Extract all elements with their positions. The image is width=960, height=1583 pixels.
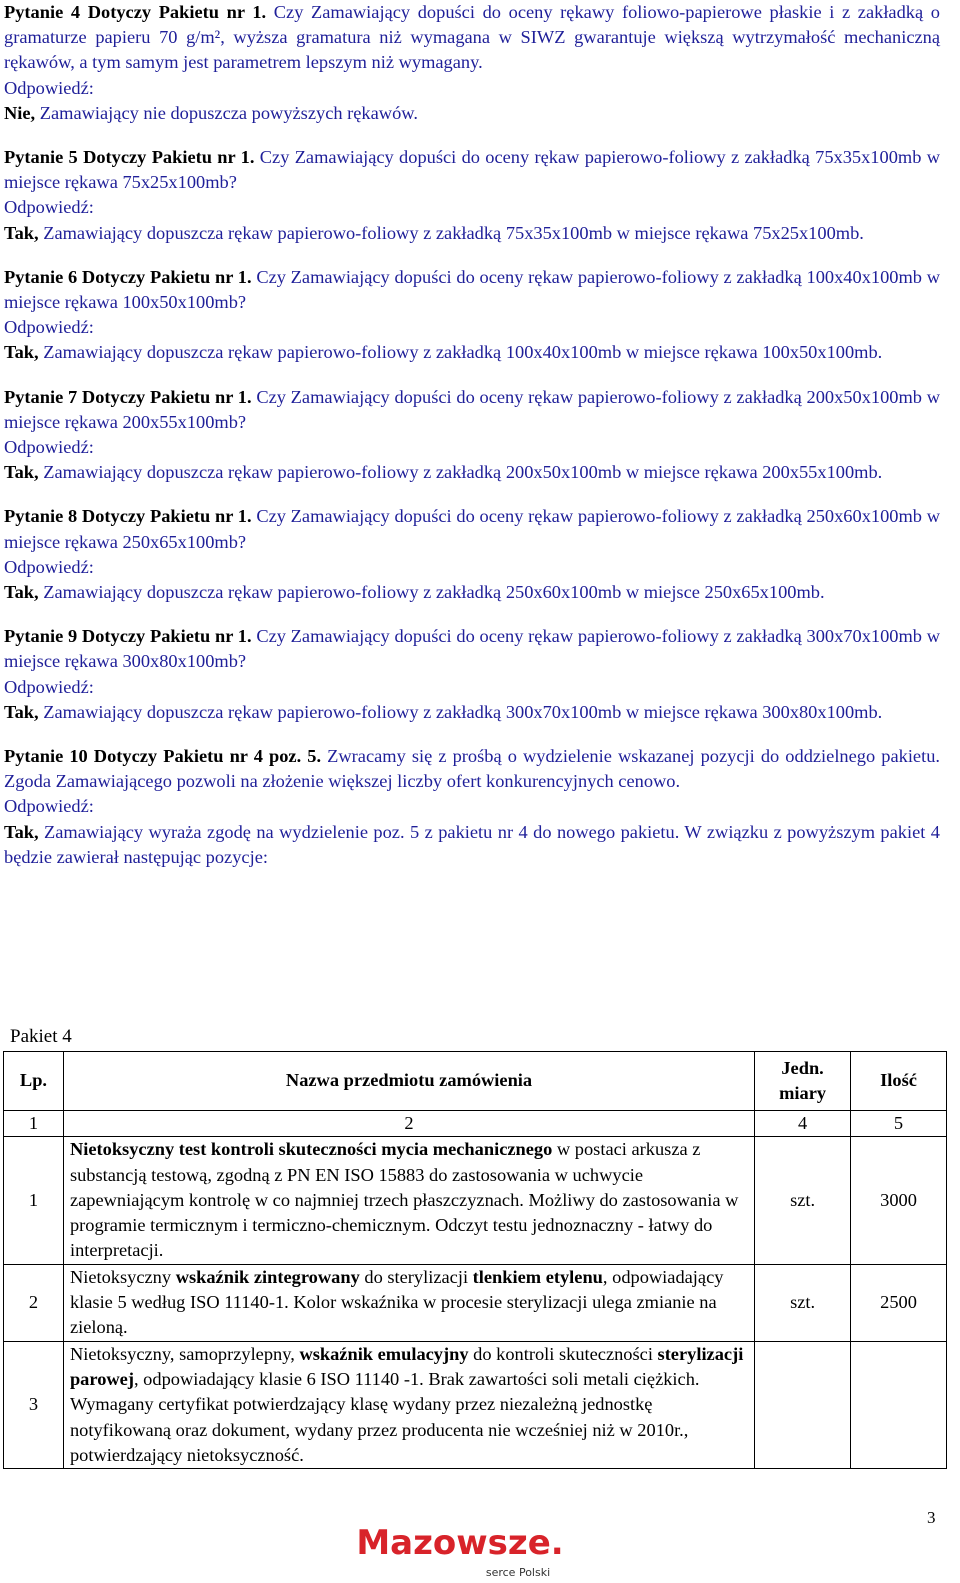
row-description [63, 1264, 754, 1341]
table-row [4, 1341, 947, 1468]
question-5-answer-lead: Tak, [4, 222, 39, 243]
question-7-text: Czy Zamawiający dopuści do oceny rękaw papierowo-foliowy z zakładką 200x50x100mb w miejsce rękawa 200x55x100mb? [4, 386, 940, 432]
question-10-answer-label: Odpowiedź: [4, 796, 94, 817]
header-unit [755, 1052, 851, 1111]
question-9-answer-label: Odpowiedź: [4, 676, 94, 697]
numbering-cell: 5 [851, 1111, 947, 1137]
question-10-answer-lead: Tak, [4, 821, 39, 842]
question-8-text: Czy Zamawiający dopuści do oceny rękaw papierowo-foliowy z zakładką 250x60x100mb w miejsce rękawa 250x65x100mb? [4, 506, 940, 552]
question-5-answer: Zamawiający dopuszcza rękaw papierowo-foliowy z zakładką 75x35x100mb w miejsce rękawa 75x25x100mb. [38, 222, 864, 243]
row-description-segment: wskaźnik zintegrowany [175, 1266, 360, 1287]
document-body [4, 0, 940, 870]
row-description-segment: tlenkiem etylenu [472, 1266, 603, 1287]
question-7-answer-label: Odpowiedź: [4, 437, 94, 458]
question-8 [4, 504, 940, 605]
question-9-text: Czy Zamawiający dopuści do oceny rękaw papierowo-foliowy z zakładką 300x70x100mb w miejsce rękawa 300x80x100mb? [4, 626, 940, 672]
row-description-segment: do sterylizacji [359, 1266, 473, 1287]
numbering-cell: 2 [63, 1111, 754, 1137]
question-6 [4, 265, 940, 366]
row-lp: 1 [4, 1137, 64, 1264]
question-6-answer: Zamawiający dopuszcza rękaw papierowo-foliowy z zakładką 100x40x100mb w miejsce rękawa 100x50x100mb. [38, 342, 883, 363]
row-description-segment: , odpowiadający klasie 6 ISO 11140 -1. Brak zawartości soli metali ciężkich. Wymagany certyfikat potwierdzający klasę wydany przez niezależną jednostkę notyfikowaną oraz dokument, wydany przez producenta nie wcześniej niż w 2010r., potwierdzający nietoksyczność. [69, 1368, 700, 1465]
question-10-text: Zwracamy się z prośbą o wydzielenie wskazanej pozycji do oddzielnego pakietu. Zgoda Zamawiającego pozwoli na złożenie większej liczby ofert konkurencyjnych cenowo. [4, 746, 940, 792]
page-number: 3 [927, 1508, 936, 1527]
header-name: Nazwa przedmiotu zamówienia [63, 1052, 754, 1111]
row-description-segment: Nietoksyczny, samoprzylepny, [69, 1343, 300, 1364]
row-description-segment: Nietoksyczny test kontroli skuteczności mycia mechanicznego [69, 1139, 553, 1160]
row-description-segment: w postaci arkusza z substancją testową, zgodną z PN EN ISO 15883 do zastosowania w uchwycie zapewniającym kontrolę w co najmniej trzech płaszczyznach. Możliwy do zastosowania w programie termicznym i termiczno-chemicznym. Odczyt testu jednoznaczny - łatwy do interpretacji. [69, 1139, 739, 1261]
question-5-answer-label: Odpowiedź: [4, 197, 94, 218]
question-8-answer-label: Odpowiedź: [4, 556, 94, 577]
question-9-answer-lead: Tak, [4, 701, 39, 722]
question-5-lead: Pytanie 5 Dotyczy Pakietu nr 1. [4, 147, 255, 168]
question-10-answer: Zamawiający wyraża zgodę na wydzielenie poz. 5 z pakietu nr 4 do nowego pakietu. W związku z powyższym pakiet 4 będzie zawierał następując pozycje: [4, 821, 940, 867]
question-9-lead: Pytanie 9 Dotyczy Pakietu nr 1. [4, 626, 252, 647]
question-4-answer: Zamawiający nie dopuszcza powyższych rękawów. [35, 102, 418, 123]
row-unit: szt. [755, 1264, 851, 1341]
package-table [3, 1051, 947, 1469]
question-7-answer-lead: Tak, [4, 462, 39, 483]
question-9-answer: Zamawiający dopuszcza rękaw papierowo-foliowy z zakładką 300x70x100mb w miejsce rękawa 300x80x100mb. [38, 701, 883, 722]
question-8-answer-lead: Tak, [4, 582, 39, 603]
logo-wordmark: Mazowsze. [356, 1523, 564, 1563]
row-unit: szt. [755, 1137, 851, 1264]
numbering-cell: 4 [755, 1111, 851, 1137]
row-unit [755, 1341, 851, 1468]
row-qty: 2500 [851, 1264, 947, 1341]
row-qty [851, 1341, 947, 1468]
row-description-segment: do kontroli skuteczności [468, 1343, 658, 1364]
package-title: Pakiet 4 [10, 1026, 72, 1047]
row-description-segment: Nietoksyczny [69, 1266, 176, 1287]
question-10 [4, 744, 940, 870]
question-7 [4, 385, 940, 486]
question-10-lead: Pytanie 10 Dotyczy Pakietu nr 4 poz. 5. [4, 746, 322, 767]
row-lp: 2 [4, 1264, 64, 1341]
header-qty: Ilość [851, 1052, 947, 1111]
header-unit-line2: miary [779, 1083, 827, 1103]
table-header-row [4, 1052, 947, 1111]
row-description [63, 1341, 754, 1468]
row-qty: 3000 [851, 1137, 947, 1264]
question-9 [4, 624, 940, 725]
table-numbering-row [4, 1111, 947, 1137]
question-6-lead: Pytanie 6 Dotyczy Pakietu nr 1. [4, 266, 252, 287]
row-description-segment: , odpowiadający klasie 5 według ISO 11140-1. Kolor wskaźnika w procesie sterylizacji ulega zmianie na zieloną. [69, 1266, 724, 1338]
row-description [63, 1137, 754, 1264]
question-6-answer-label: Odpowiedź: [4, 317, 94, 338]
logo-tagline: serce Polski [485, 1566, 551, 1579]
question-4-answer-lead: Nie, [4, 102, 36, 123]
question-6-answer-lead: Tak, [4, 342, 39, 363]
question-7-answer: Zamawiający dopuszcza rękaw papierowo-foliowy z zakładką 200x50x100mb w miejsce rękawa 200x55x100mb. [38, 462, 883, 483]
question-5-text: Czy Zamawiający dopuści do oceny rękaw papierowo-foliowy z zakładką 75x35x100mb w miejsce rękawa 75x25x100mb? [4, 147, 940, 193]
question-6-text: Czy Zamawiający dopuści do oceny rękaw papierowo-foliowy z zakładką 100x40x100mb w miejsce rękawa 100x50x100mb? [4, 266, 940, 313]
mazowsze-logo [343, 1518, 578, 1580]
table-row [4, 1137, 947, 1264]
question-4-lead: Pytanie 4 Dotyczy Pakietu nr 1. [4, 2, 267, 22]
question-7-lead: Pytanie 7 Dotyczy Pakietu nr 1. [4, 386, 252, 407]
row-lp: 3 [4, 1341, 64, 1468]
question-4 [4, 0, 940, 126]
header-unit-line1: Jedn. [781, 1057, 824, 1078]
question-8-answer: Zamawiający dopuszcza rękaw papierowo-foliowy z zakładką 250x60x100mb w miejsce 250x65x100mb. [38, 582, 825, 603]
table-row [4, 1264, 947, 1341]
question-4-answer-label: Odpowiedź: [4, 77, 94, 98]
row-description-segment: wskaźnik emulacyjny [299, 1343, 469, 1364]
question-5 [4, 145, 940, 246]
row-description-segment: sterylizacji parowej [69, 1343, 744, 1389]
numbering-cell: 1 [4, 1111, 64, 1137]
question-8-lead: Pytanie 8 Dotyczy Pakietu nr 1. [4, 506, 252, 527]
header-lp: Lp. [4, 1052, 64, 1111]
question-4-text: Czy Zamawiający dopuści do oceny rękawy foliowo-papierowe płaskie i z zakładką o gramaturze papieru 70 g/m², wyższa gramatura niż wymagana w SIWZ gwarantuje większą wytrzymałość mechaniczną rękawów, a tym samym jest parametrem lepszym niż wymagany. [4, 2, 940, 73]
